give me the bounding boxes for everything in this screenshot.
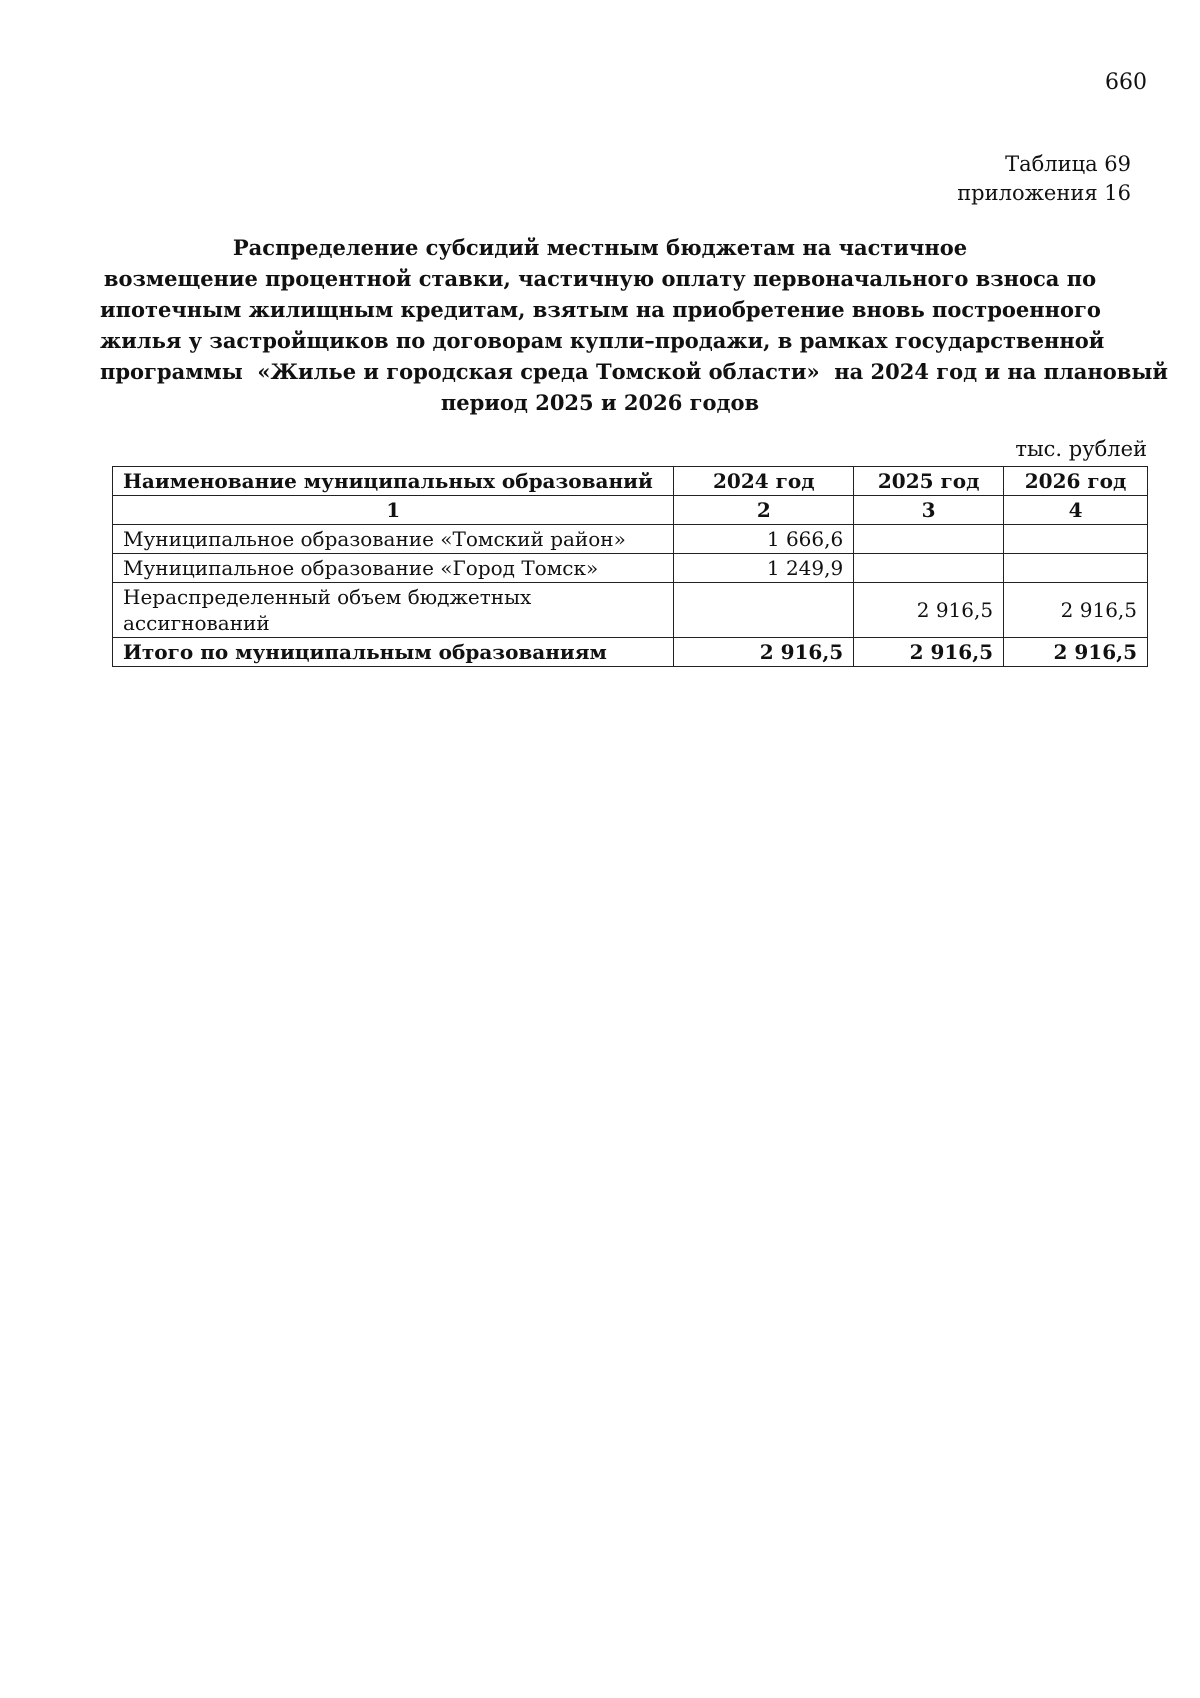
table-row — [113, 554, 1148, 583]
title-line: возмещение процентной ставки, частичную оплату первоначального взноса по — [103, 266, 1097, 291]
table-ref-line2: приложения 16 — [957, 181, 1131, 205]
value-2026 — [1004, 525, 1148, 554]
value-2024: 1 249,9 — [674, 554, 854, 583]
title-line: ипотечным жилищным кредитам, взятым на приобретение вновь построенного — [100, 297, 1101, 322]
table-header-row — [113, 467, 1148, 496]
total-2025: 2 916,5 — [854, 638, 1004, 667]
total-2024: 2 916,5 — [674, 638, 854, 667]
total-row — [113, 638, 1148, 667]
value-2024 — [674, 583, 854, 638]
header-2026: 2026 год — [1004, 467, 1148, 496]
total-label: Итого по муниципальным образованиям — [113, 638, 674, 667]
units-label: тыс. рублей — [1015, 437, 1147, 461]
header-name: Наименование муниципальных образований — [113, 467, 674, 496]
header-2024: 2024 год — [674, 467, 854, 496]
column-index-row — [113, 496, 1148, 525]
title-line: Распределение субсидий местным бюджетам на частичное — [232, 235, 968, 260]
value-2025 — [854, 554, 1004, 583]
municipality-name — [113, 583, 674, 638]
distribution-table — [112, 466, 1148, 667]
name-line: Нераспределенный объем бюджетных — [123, 585, 532, 609]
table-ref-line1: Таблица 69 — [1005, 152, 1131, 176]
column-index: 4 — [1004, 496, 1148, 525]
title-line: жилья у застройщиков по договорам купли–продажи, в рамках государственной — [100, 328, 1105, 353]
column-index: 3 — [854, 496, 1004, 525]
column-index: 2 — [674, 496, 854, 525]
name-line: ассигнований — [123, 611, 270, 635]
title-line: программы «Жилье и городская среда Томской области» на 2024 год и на плановый — [100, 359, 1168, 384]
table-row — [113, 583, 1148, 638]
total-2026: 2 916,5 — [1004, 638, 1148, 667]
value-2026: 2 916,5 — [1004, 583, 1148, 638]
municipality-name: Муниципальное образование «Город Томск» — [113, 554, 674, 583]
value-2024: 1 666,6 — [674, 525, 854, 554]
value-2025: 2 916,5 — [854, 583, 1004, 638]
title-line: период 2025 и 2026 годов — [440, 390, 760, 415]
header-2025: 2025 год — [854, 467, 1004, 496]
value-2025 — [854, 525, 1004, 554]
municipality-name: Муниципальное образование «Томский район» — [113, 525, 674, 554]
value-2026 — [1004, 554, 1148, 583]
table-row — [113, 525, 1148, 554]
table-reference — [957, 150, 1131, 208]
page-number: 660 — [1105, 70, 1147, 95]
column-index: 1 — [113, 496, 674, 525]
document-title — [100, 232, 1168, 418]
